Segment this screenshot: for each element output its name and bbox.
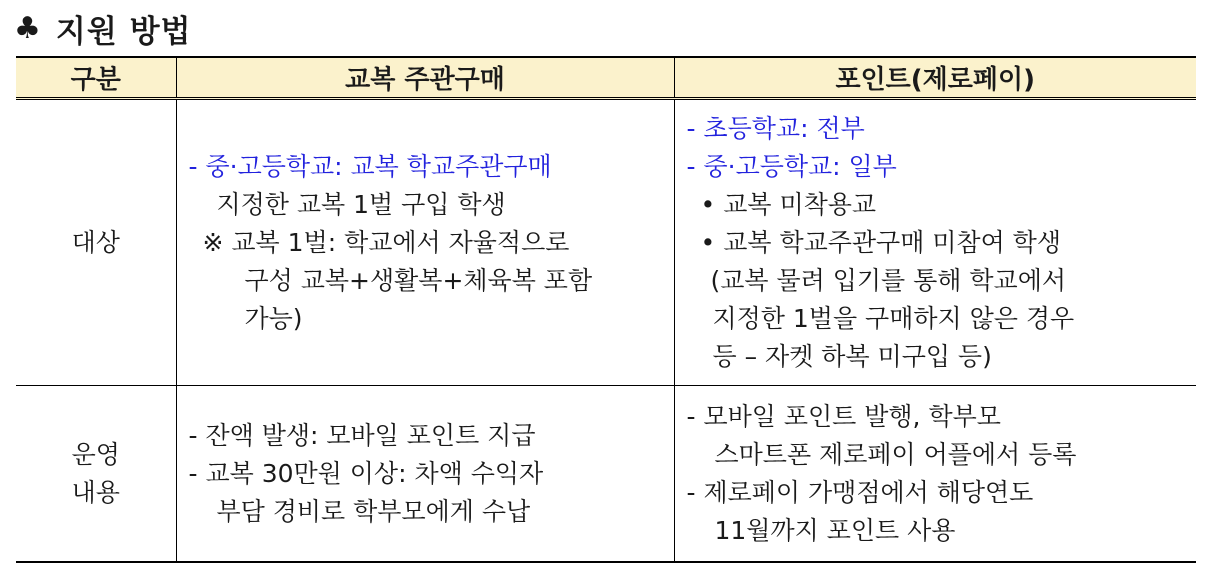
header-uniform-purchase: 교복 주관구매: [176, 57, 674, 99]
cell-target-point: [674, 99, 1196, 386]
cell-line: ※ 교복 1벌: 학교에서 자율적으로: [202, 227, 570, 257]
cell-line: 11월까지 포인트 사용: [714, 515, 956, 545]
cell-line: - 제로페이 가맹점에서 해당연도: [686, 477, 1034, 507]
cell-line: - 교복 30만원 이상: 차액 수익자: [188, 458, 544, 488]
table-row-operation: [16, 386, 1196, 563]
cell-operation-point: [674, 386, 1196, 563]
section-title: [14, 6, 191, 51]
row-label-text: 대상: [71, 227, 120, 257]
header-point-zeropay: 포인트(제로페이): [674, 57, 1196, 99]
table-header-row: [16, 57, 1196, 99]
cell-line: (교복 물려 입기를 통해 학교에서: [710, 265, 1066, 295]
cell-line: - 모바일 포인트 발행, 학부모: [686, 401, 1001, 431]
cell-target-uniform: [176, 99, 674, 386]
cell-line: 스마트폰 제로페이 어플에서 등록: [714, 439, 1077, 469]
cell-line: • 교복 학교주관구매 미참여 학생: [700, 227, 1061, 257]
support-method-table: [16, 56, 1196, 563]
cell-line: 구성 교복+생활복+체육복 포함: [244, 265, 593, 295]
cell-line: 등 – 자켓 하복 미구입 등): [712, 341, 992, 371]
cell-line: - 초등학교: 전부: [686, 113, 865, 143]
section-title-text: 지원 방법: [55, 14, 192, 50]
header-category: 구분: [16, 57, 176, 99]
cell-line: 가능): [244, 303, 303, 333]
cell-line: • 교복 미착용교: [700, 189, 877, 219]
cell-line: - 중·고등학교: 교복 학교주관구매: [188, 151, 552, 181]
row-label-text: 내용: [71, 477, 120, 507]
row-label-text: 운영: [71, 439, 120, 469]
club-suit-icon: ♣: [14, 11, 42, 46]
cell-operation-uniform: [176, 386, 674, 563]
cell-line: 지정한 1벌을 구매하지 않은 경우: [712, 303, 1075, 333]
cell-line: - 잔액 발생: 모바일 포인트 지급: [188, 420, 536, 450]
table-row-target: [16, 99, 1196, 386]
cell-line: 부담 경비로 학부모에게 수납: [216, 496, 531, 526]
row-label-target: [16, 99, 176, 386]
cell-line: - 중·고등학교: 일부: [686, 151, 897, 181]
row-label-operation: [16, 386, 176, 563]
cell-line: 지정한 교복 1벌 구입 학생: [216, 189, 506, 219]
